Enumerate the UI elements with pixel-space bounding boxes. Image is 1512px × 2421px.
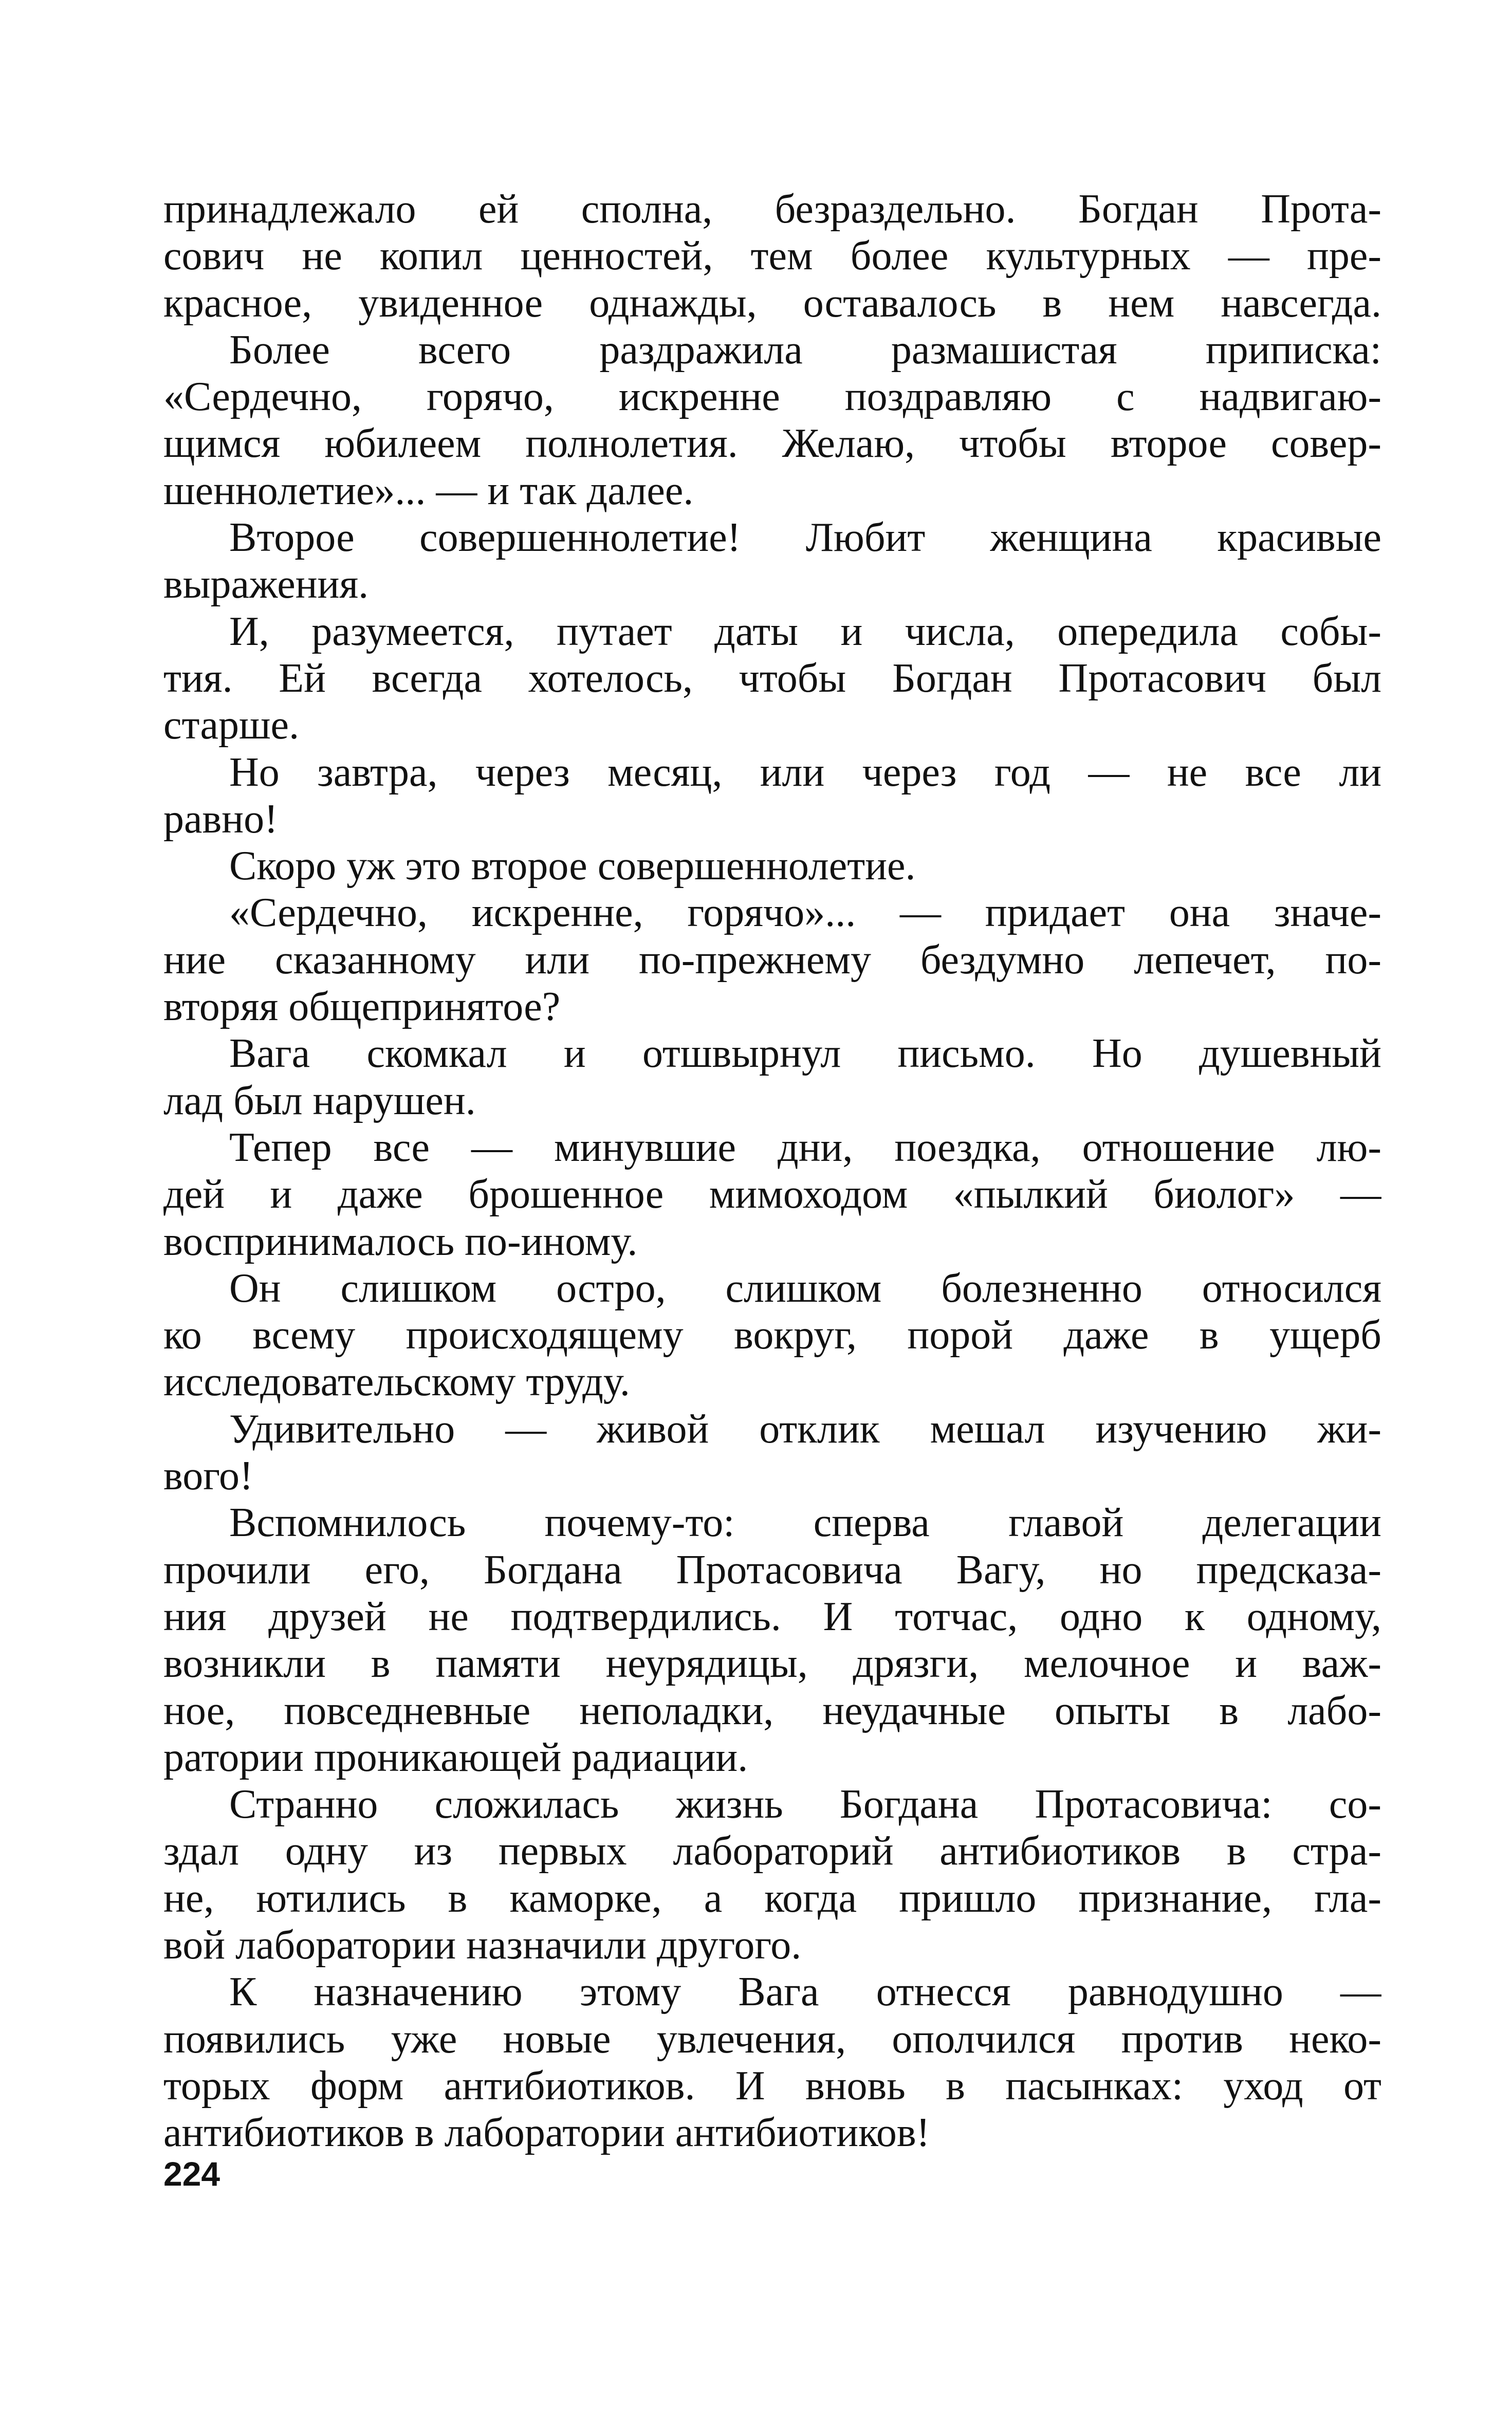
- text-line: антибиотиков в лаборатории антибиотиков!: [163, 2110, 930, 2156]
- text-line: И, разумеется, путает даты и числа, опередила собы-: [229, 608, 1381, 654]
- text-line: дей и даже брошенное мимоходом «пылкий биолог» —: [163, 1172, 1381, 1217]
- text-line: прочили его, Богдана Протасовича Вагу, но предсказа-: [163, 1547, 1381, 1593]
- page-number: 224: [163, 2155, 220, 2193]
- text-line: вторяя общепринятое?: [163, 984, 561, 1030]
- text-line: ное, повседневные неполадки, неудачные опыты в лабо-: [163, 1688, 1381, 1733]
- text-line: здал одну из первых лабораторий антибиотиков в стра-: [163, 1828, 1381, 1874]
- text-line: красное, увиденное однажды, оставалось в нем навсегда.: [163, 280, 1381, 326]
- text-line: выражения.: [163, 562, 369, 607]
- text-line: торых форм антибиотиков. И вновь в пасынках: уход от: [163, 2063, 1381, 2109]
- text-line: вого!: [163, 1453, 253, 1499]
- text-line: «Сердечно, искренне, горячо»... — придает она значе-: [229, 890, 1381, 936]
- text-line: шеннолетие»... — и так далее.: [163, 468, 694, 513]
- text-line: сович не копил ценностей, тем более культурных — пре-: [163, 233, 1381, 279]
- text-line: не, ютились в каморке, а когда пришло признание, гла-: [163, 1875, 1381, 1921]
- text-line: исследовательскому труду.: [163, 1359, 630, 1405]
- text-line: Тепер все — минувшие дни, поездка, отношение лю-: [229, 1124, 1381, 1170]
- text-line: щимся юбилеем полнолетия. Желаю, чтобы второе совер-: [163, 421, 1381, 467]
- text-line: Удивительно — живой отклик мешал изучению жи-: [229, 1406, 1381, 1452]
- text-line: ния друзей не подтвердились. И тотчас, одно к одному,: [163, 1594, 1381, 1639]
- text-line: ние сказанному или по-прежнему бездумно лепечет, по-: [163, 937, 1381, 983]
- body-text: [163, 186, 1381, 2156]
- text-line: «Сердечно, горячо, искренне поздравляю с надвигаю-: [163, 374, 1381, 420]
- text-line: ко всему происходящему вокруг, порой даже в ущерб: [163, 1313, 1381, 1358]
- text-line: лад был нарушен.: [163, 1078, 476, 1123]
- text-line: Вага скомкал и отшвырнул письмо. Но душевный: [229, 1031, 1381, 1077]
- text-line: Скоро уж это второе совершеннолетие.: [229, 843, 916, 889]
- text-line: старше.: [163, 703, 300, 748]
- text-line: К назначению этому Вага отнесся равнодушно —: [229, 1969, 1381, 2015]
- text-line: принадлежало ей сполна, безраздельно. Богдан Прота-: [163, 187, 1381, 232]
- text-line: Вспомнилось почему-то: сперва главой делегации: [229, 1500, 1381, 1546]
- text-line: Второе совершеннолетие! Любит женщина красивые: [229, 515, 1381, 561]
- text-line: тия. Ей всегда хотелось, чтобы Богдан Протасович был: [163, 655, 1381, 701]
- text-line: возникли в памяти неурядицы, дрязги, мелочное и важ-: [163, 1641, 1381, 1687]
- text-line: вой лаборатории назначили другого.: [163, 1922, 802, 1968]
- text-line: равно!: [163, 796, 278, 842]
- text-line: Более всего раздражила размашистая приписка:: [229, 327, 1381, 373]
- text-line: Он слишком остро, слишком болезненно относился: [229, 1265, 1381, 1311]
- text-line: ратории проникающей радиации.: [163, 1734, 748, 1780]
- text-line: Но завтра, через месяц, или через год — не все ли: [229, 749, 1381, 795]
- text-line: воспринималось по-иному.: [163, 1218, 638, 1264]
- text-line: Странно сложилась жизнь Богдана Протасовича: со-: [229, 1782, 1381, 1827]
- text-line: появились уже новые увлечения, ополчился против неко-: [163, 2016, 1381, 2062]
